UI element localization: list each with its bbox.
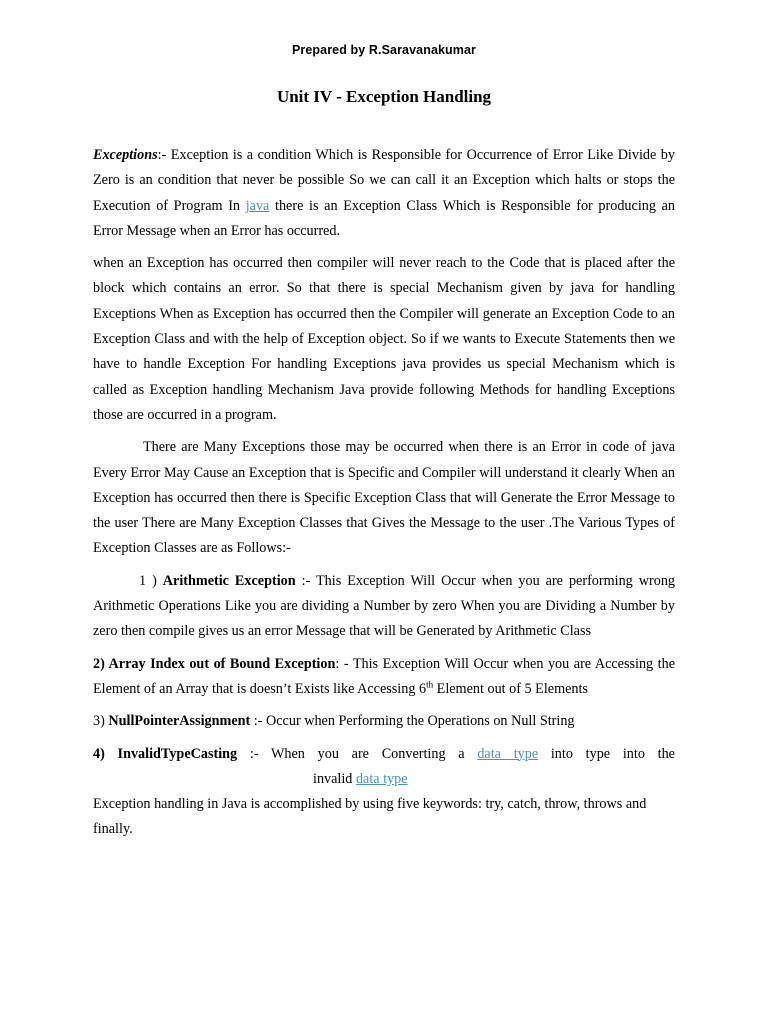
paragraph-text: :- Exception is a condition Which is Responsible for Occurrence of Error Like Divide by Zero is an condition that never be possible So we can call it an Exception which halts or stops the Execution of Program In — [93, 147, 675, 214]
term-array-index: 2) Array Index out of Bound Exception — [93, 655, 336, 672]
page-header: Prepared by R.Saravanakumar — [291, 43, 477, 57]
superscript-th: th — [426, 679, 434, 690]
item-text: invalid — [313, 770, 356, 787]
list-item-arithmetic — [93, 569, 675, 645]
paragraph-exceptions — [93, 143, 675, 244]
list-item-null-pointer — [93, 709, 675, 734]
item-text: :- Occur when Performing the Operations on Null String — [250, 713, 575, 730]
item-text: : - This Exception Will Occur when you are Accessing the Element of an Array that is doesn’t Exists like Accessing 6 — [93, 655, 676, 697]
term-null-pointer: NullPointerAssignment — [108, 713, 251, 730]
paragraph-mechanism: when an Exception has occurred then compiler will never reach to the Code that is placed after the block which contains an error. So that there is special Mechanism given by java for handling Exceptions When as Exception has occurred then the Compiler will generate an Exception Code to an Exception Class and with the help of Exception object. So if we wants to Execute Statements then we have to handle Exception For handling Exceptions java provides us special Mechanism which is called as Exception handling Mechanism Java provide following Methods for handling Exceptions those are occurred in a program. — [93, 255, 675, 423]
item-text: :- When you are Converting a — [237, 745, 478, 762]
casting-line — [93, 742, 675, 767]
list-item-invalid-casting — [93, 742, 675, 793]
data-type-link-2[interactable]: data type — [355, 770, 408, 787]
paragraph-keywords: Exception handling in Java is accomplished by using five keywords: try, catch, throw, throws and finally. — [93, 796, 647, 838]
term-exceptions: Exceptions — [93, 147, 158, 163]
item-number: 1 ) — [139, 572, 163, 589]
item-text: into type into the — [538, 745, 675, 762]
casting-continuation — [93, 767, 675, 792]
paragraph-text: there is an Exception Class Which is Responsible for producing an Error Message when an Error has occurred. — [93, 197, 676, 239]
java-link[interactable]: java — [245, 197, 270, 214]
item-number: 3) — [93, 713, 109, 730]
paragraph-many-exceptions: There are Many Exceptions those may be occurred when there is an Error in code of java Every Error May Cause an Exception that is Specific and Compiler will understand it clearly When an Exception has occurred then there is Specific Exception Class that will Generate the Error Message to the user There are Many Exception Classes that Gives the Message to the user .The Various Types of Exception Classes are as Follows:- — [93, 439, 675, 557]
term-invalid-casting: 4) InvalidTypeCasting — [93, 745, 238, 762]
item-text: :- This Exception Will Occur when you are performing wrong Arithmetic Operations Like you are dividing a Number by zero When you are Dividing a Number by zero then compile gives us an error Message that will be Generated by Arithmetic Class — [93, 572, 676, 640]
data-type-link[interactable]: data type — [477, 745, 539, 762]
term-arithmetic: Arithmetic Exception — [162, 572, 296, 589]
list-item-array-index — [93, 652, 675, 703]
item-text: Element out of 5 Elements — [433, 680, 588, 697]
document-body — [93, 143, 675, 843]
page-title: Unit IV - Exception Handling — [276, 87, 492, 106]
